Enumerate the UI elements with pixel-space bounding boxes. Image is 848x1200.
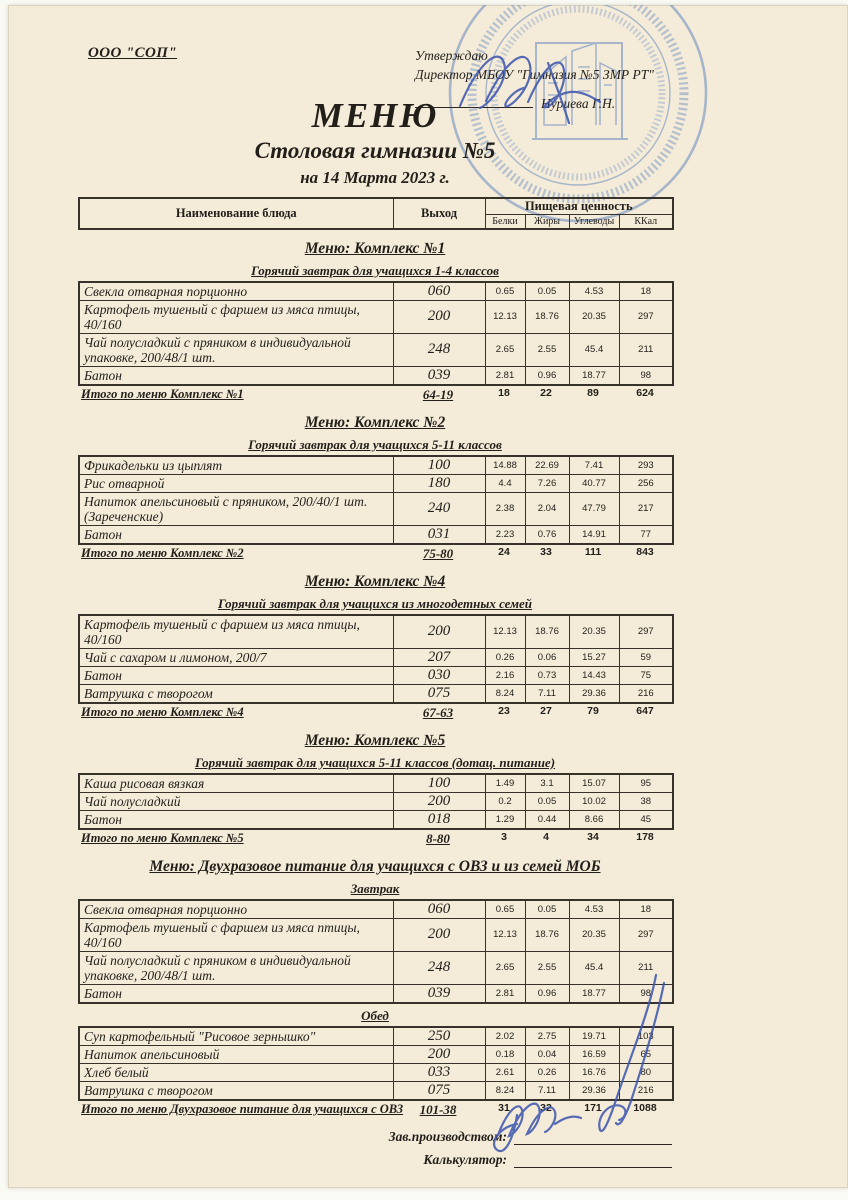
dish-output: 200 xyxy=(393,918,485,951)
dish-proteins: 4.4 xyxy=(485,474,525,492)
dish-carbs: 20.35 xyxy=(569,300,619,333)
block-subtitle: Горячий завтрак для учащихся из многодетных семей xyxy=(217,595,533,611)
dish-proteins: 8.24 xyxy=(485,1081,525,1100)
menu-section xyxy=(78,858,672,1119)
totals-row xyxy=(78,386,672,404)
menu-row xyxy=(79,1045,673,1063)
dish-kcal: 80 xyxy=(619,1063,673,1081)
dish-carbs: 18.77 xyxy=(569,984,619,1003)
total-fats: 32 xyxy=(540,1101,552,1114)
dish-carbs: 29.36 xyxy=(569,1081,619,1100)
dish-fats: 2.75 xyxy=(525,1027,569,1046)
dish-output: 248 xyxy=(393,951,485,984)
dish-fats: 0.05 xyxy=(525,792,569,810)
dish-kcal: 293 xyxy=(619,456,673,475)
menu-row xyxy=(79,648,673,666)
total-proteins: 3 xyxy=(501,830,507,843)
total-fats: 22 xyxy=(540,386,552,399)
totals-row-inner xyxy=(78,545,672,563)
dish-name: Чай с сахаром и лимоном, 200/7 xyxy=(79,648,393,666)
production-sign-row xyxy=(78,1129,672,1145)
dish-fats: 7.11 xyxy=(525,684,569,703)
section-title: Меню: Комплекс №1 xyxy=(304,239,446,257)
menu-row xyxy=(79,984,673,1003)
dish-kcal: 98 xyxy=(619,984,673,1003)
dish-proteins: 2.23 xyxy=(485,525,525,544)
block-subtitle: Обед xyxy=(361,1007,389,1023)
dish-carbs: 18.77 xyxy=(569,366,619,385)
menu-row xyxy=(79,684,673,703)
dish-kcal: 65 xyxy=(619,1045,673,1063)
dish-name: Чай полусладкий xyxy=(79,792,393,810)
dish-proteins: 12.13 xyxy=(485,615,525,649)
dish-name: Каша рисовая вязкая xyxy=(79,774,393,793)
dish-output: 100 xyxy=(393,456,485,475)
dish-output: 200 xyxy=(393,300,485,333)
dish-fats: 0.05 xyxy=(525,900,569,919)
footer-block xyxy=(78,1129,672,1168)
dish-proteins: 2.16 xyxy=(485,666,525,684)
calculator-label: Калькулятор: xyxy=(423,1151,507,1167)
menu-row xyxy=(79,951,673,984)
dish-kcal: 95 xyxy=(619,774,673,793)
dish-proteins: 1.29 xyxy=(485,810,525,829)
dish-kcal: 256 xyxy=(619,474,673,492)
total-proteins: 18 xyxy=(498,386,510,399)
dish-output: 039 xyxy=(393,984,485,1003)
document-page xyxy=(8,5,848,1188)
dish-kcal: 103 xyxy=(619,1027,673,1046)
dish-proteins: 12.13 xyxy=(485,918,525,951)
dish-carbs: 45.4 xyxy=(569,333,619,366)
dish-fats: 2.55 xyxy=(525,333,569,366)
block-subtitle: Горячий завтрак для учащихся 5-11 классов (дотац. питание) xyxy=(194,754,556,770)
dish-proteins: 14.88 xyxy=(485,456,525,475)
total-fats: 27 xyxy=(540,704,552,717)
col-header-kcal: ККал xyxy=(619,214,673,229)
dish-output: 180 xyxy=(393,474,485,492)
org-name: ООО "СОП" xyxy=(88,45,178,61)
total-kcal: 178 xyxy=(636,830,654,843)
dish-fats: 0.44 xyxy=(525,810,569,829)
menu-row xyxy=(79,615,673,649)
dish-fats: 3.1 xyxy=(525,774,569,793)
menu-row xyxy=(79,1081,673,1100)
dish-name: Напиток апельсиновый xyxy=(79,1045,393,1063)
dish-carbs: 16.59 xyxy=(569,1045,619,1063)
dish-name: Ватрушка с творогом xyxy=(79,1081,393,1100)
dish-fats: 0.96 xyxy=(525,366,569,385)
menu-row xyxy=(79,300,673,333)
dish-kcal: 18 xyxy=(619,900,673,919)
menu-section xyxy=(78,240,672,404)
dish-output: 060 xyxy=(393,282,485,301)
menu-row xyxy=(79,474,673,492)
dish-output: 075 xyxy=(393,1081,485,1100)
dish-output: 207 xyxy=(393,648,485,666)
dish-fats: 0.26 xyxy=(525,1063,569,1081)
total-label: Итого по меню Двухразовое питание для учащихся с ОВЗ xyxy=(81,1101,404,1116)
dish-fats: 0.06 xyxy=(525,648,569,666)
doc-subtitle: Столовая гимназии №5 xyxy=(254,137,496,163)
menu-row xyxy=(79,774,673,793)
dish-carbs: 45.4 xyxy=(569,951,619,984)
dish-fats: 7.26 xyxy=(525,474,569,492)
total-output: 67-63 xyxy=(422,704,454,720)
dish-fats: 22.69 xyxy=(525,456,569,475)
dish-name: Суп картофельный "Рисовое зернышко" xyxy=(79,1027,393,1046)
dish-proteins: 2.81 xyxy=(485,366,525,385)
total-kcal: 647 xyxy=(636,704,654,717)
dish-fats: 2.04 xyxy=(525,492,569,525)
dish-proteins: 1.49 xyxy=(485,774,525,793)
dish-proteins: 2.38 xyxy=(485,492,525,525)
dish-kcal: 59 xyxy=(619,648,673,666)
dish-proteins: 0.18 xyxy=(485,1045,525,1063)
calculator-sign-row xyxy=(78,1152,672,1168)
menu-row xyxy=(79,282,673,301)
menu-section xyxy=(78,414,672,563)
dish-proteins: 0.65 xyxy=(485,282,525,301)
section-title: Меню: Комплекс №2 xyxy=(304,413,446,431)
total-carbs: 171 xyxy=(584,1101,602,1114)
dish-output: 018 xyxy=(393,810,485,829)
total-label: Итого по меню Комплекс №2 xyxy=(81,545,244,560)
dish-kcal: 38 xyxy=(619,792,673,810)
dish-fats: 18.76 xyxy=(525,615,569,649)
approve-line1: Утверждаю xyxy=(415,48,488,63)
totals-row-inner xyxy=(78,830,672,848)
menu-row xyxy=(79,366,673,385)
dish-name: Картофель тушеный с фаршем из мяса птицы, 40/160 xyxy=(79,918,393,951)
dish-fats: 0.76 xyxy=(525,525,569,544)
dish-carbs: 29.36 xyxy=(569,684,619,703)
dish-output: 200 xyxy=(393,615,485,649)
director-name: Нуриева Г.Н. xyxy=(541,95,616,111)
dish-name: Картофель тушеный с фаршем из мяса птицы, 40/160 xyxy=(79,615,393,649)
menu-sections xyxy=(78,240,672,1119)
dish-carbs: 15.07 xyxy=(569,774,619,793)
dish-output: 248 xyxy=(393,333,485,366)
dish-proteins: 0.65 xyxy=(485,900,525,919)
dish-proteins: 12.13 xyxy=(485,300,525,333)
dish-kcal: 297 xyxy=(619,615,673,649)
dish-proteins: 2.02 xyxy=(485,1027,525,1046)
dish-output: 030 xyxy=(393,666,485,684)
document-content xyxy=(78,197,672,1168)
total-proteins: 31 xyxy=(498,1101,510,1114)
doc-date: на 14 Марта 2023 г. xyxy=(300,167,450,187)
dish-output: 240 xyxy=(393,492,485,525)
dish-proteins: 0.26 xyxy=(485,648,525,666)
total-output: 64-19 xyxy=(422,386,454,402)
dish-kcal: 45 xyxy=(619,810,673,829)
dish-fats: 7.11 xyxy=(525,1081,569,1100)
dish-fats: 0.73 xyxy=(525,666,569,684)
nutrition-header-table xyxy=(78,197,674,230)
total-proteins: 24 xyxy=(498,545,510,558)
col-header-dish: Наименование блюда xyxy=(79,198,393,229)
totals-row xyxy=(78,1101,672,1119)
total-kcal: 624 xyxy=(636,386,654,399)
dish-carbs: 15.27 xyxy=(569,648,619,666)
dish-kcal: 77 xyxy=(619,525,673,544)
dish-fats: 2.55 xyxy=(525,951,569,984)
dish-output: 075 xyxy=(393,684,485,703)
menu-table xyxy=(78,1026,674,1101)
dish-carbs: 20.35 xyxy=(569,918,619,951)
col-header-fats: Жиры xyxy=(525,214,569,229)
total-carbs: 79 xyxy=(587,704,599,717)
menu-row xyxy=(79,810,673,829)
col-header-carbs: Углеводы xyxy=(569,214,619,229)
dish-proteins: 2.65 xyxy=(485,951,525,984)
dish-output: 039 xyxy=(393,366,485,385)
dish-fats: 0.96 xyxy=(525,984,569,1003)
col-header-output: Выход xyxy=(393,198,485,229)
menu-row xyxy=(79,1063,673,1081)
total-kcal: 843 xyxy=(636,545,654,558)
dish-proteins: 0.2 xyxy=(485,792,525,810)
total-output: 8-80 xyxy=(426,830,450,846)
approve-line2: Директор МБОУ "Гимназия №5 ЗМР РТ" xyxy=(415,66,654,82)
menu-row xyxy=(79,1027,673,1046)
total-label: Итого по меню Комплекс №4 xyxy=(81,704,244,719)
menu-table xyxy=(78,899,674,1004)
menu-section xyxy=(78,573,672,722)
dish-proteins: 2.65 xyxy=(485,333,525,366)
dish-carbs: 4.53 xyxy=(569,900,619,919)
menu-row xyxy=(79,900,673,919)
menu-row xyxy=(79,918,673,951)
col-header-proteins: Белки xyxy=(485,214,525,229)
total-fats: 4 xyxy=(543,830,549,843)
menu-row xyxy=(79,792,673,810)
dish-fats: 18.76 xyxy=(525,300,569,333)
dish-kcal: 18 xyxy=(619,282,673,301)
dish-output: 060 xyxy=(393,900,485,919)
dish-carbs: 40.77 xyxy=(569,474,619,492)
menu-row xyxy=(79,492,673,525)
dish-output: 033 xyxy=(393,1063,485,1081)
menu-row xyxy=(79,666,673,684)
menu-row xyxy=(79,456,673,475)
dish-kcal: 75 xyxy=(619,666,673,684)
totals-row xyxy=(78,545,672,563)
total-carbs: 111 xyxy=(584,545,602,558)
dish-name: Батон xyxy=(79,666,393,684)
dish-kcal: 211 xyxy=(619,333,673,366)
menu-row xyxy=(79,333,673,366)
dish-fats: 0.04 xyxy=(525,1045,569,1063)
dish-kcal: 216 xyxy=(619,684,673,703)
total-label: Итого по меню Комплекс №5 xyxy=(81,830,244,845)
dish-output: 100 xyxy=(393,774,485,793)
totals-row-inner xyxy=(78,1101,672,1119)
total-label: Итого по меню Комплекс №1 xyxy=(81,386,244,401)
total-kcal: 1088 xyxy=(633,1101,657,1114)
dish-carbs: 10.02 xyxy=(569,792,619,810)
dish-name: Картофель тушеный с фаршем из мяса птицы, 40/160 xyxy=(79,300,393,333)
total-output: 101-38 xyxy=(419,1101,457,1117)
dish-name: Свекла отварная порционно xyxy=(79,282,393,301)
production-sign-line xyxy=(514,1131,672,1145)
dish-carbs: 14.91 xyxy=(569,525,619,544)
dish-output: 200 xyxy=(393,792,485,810)
dish-kcal: 98 xyxy=(619,366,673,385)
title-block xyxy=(8,5,742,188)
dish-kcal: 217 xyxy=(619,492,673,525)
dish-name: Батон xyxy=(79,984,393,1003)
dish-carbs: 4.53 xyxy=(569,282,619,301)
dish-output: 250 xyxy=(393,1027,485,1046)
menu-table xyxy=(78,614,674,704)
dish-output: 200 xyxy=(393,1045,485,1063)
dish-name: Свекла отварная порционно xyxy=(79,900,393,919)
dish-name: Хлеб белый xyxy=(79,1063,393,1081)
dish-fats: 0.05 xyxy=(525,282,569,301)
dish-carbs: 47.79 xyxy=(569,492,619,525)
total-fats: 33 xyxy=(540,545,552,558)
section-title: Меню: Двухразовое питание для учащихся с ОВЗ и из семей МОБ xyxy=(149,857,601,875)
menu-table xyxy=(78,455,674,545)
dish-name: Напиток апельсиновый с пряником, 200/40/1 шт. (Зареченские) xyxy=(79,492,393,525)
dish-name: Фрикадельки из цыплят xyxy=(79,456,393,475)
dish-kcal: 216 xyxy=(619,1081,673,1100)
dish-fats: 18.76 xyxy=(525,918,569,951)
dish-name: Чай полусладкий с пряником в индивидуальной упаковке, 200/48/1 шт. xyxy=(79,333,393,366)
total-carbs: 34 xyxy=(587,830,599,843)
menu-section xyxy=(78,732,672,848)
dish-name: Чай полусладкий с пряником в индивидуальной упаковке, 200/48/1 шт. xyxy=(79,951,393,984)
total-output: 75-80 xyxy=(422,545,454,561)
totals-row-inner xyxy=(78,704,672,722)
dish-name: Ватрушка с творогом xyxy=(79,684,393,703)
dish-carbs: 8.66 xyxy=(569,810,619,829)
total-carbs: 89 xyxy=(587,386,599,399)
dish-carbs: 7.41 xyxy=(569,456,619,475)
dish-carbs: 14.43 xyxy=(569,666,619,684)
dish-carbs: 16.76 xyxy=(569,1063,619,1081)
block-subtitle: Горячий завтрак для учащихся 1-4 классов xyxy=(251,262,499,278)
block-subtitle: Горячий завтрак для учащихся 5-11 классов xyxy=(248,436,502,452)
totals-row xyxy=(78,830,672,848)
dish-name: Батон xyxy=(79,366,393,385)
dish-proteins: 8.24 xyxy=(485,684,525,703)
dish-name: Рис отварной xyxy=(79,474,393,492)
dish-output: 031 xyxy=(393,525,485,544)
dish-kcal: 211 xyxy=(619,951,673,984)
dish-carbs: 19.71 xyxy=(569,1027,619,1046)
dish-kcal: 297 xyxy=(619,918,673,951)
menu-table xyxy=(78,281,674,386)
menu-table xyxy=(78,773,674,830)
total-proteins: 23 xyxy=(498,704,510,717)
dish-kcal: 297 xyxy=(619,300,673,333)
calculator-sign-line xyxy=(514,1154,672,1168)
section-title: Меню: Комплекс №4 xyxy=(304,572,446,590)
totals-row-inner xyxy=(78,386,672,404)
dish-carbs: 20.35 xyxy=(569,615,619,649)
block-subtitle: Завтрак xyxy=(350,880,400,896)
section-title: Меню: Комплекс №5 xyxy=(304,731,446,749)
dish-name: Батон xyxy=(79,525,393,544)
totals-row xyxy=(78,704,672,722)
menu-row xyxy=(79,525,673,544)
dish-proteins: 2.61 xyxy=(485,1063,525,1081)
dish-proteins: 2.81 xyxy=(485,984,525,1003)
production-label: Зав.производством: xyxy=(388,1128,507,1144)
doc-title: МЕНЮ xyxy=(311,96,439,135)
dish-name: Батон xyxy=(79,810,393,829)
col-header-nutrition-group: Пищевая ценность xyxy=(485,198,673,215)
